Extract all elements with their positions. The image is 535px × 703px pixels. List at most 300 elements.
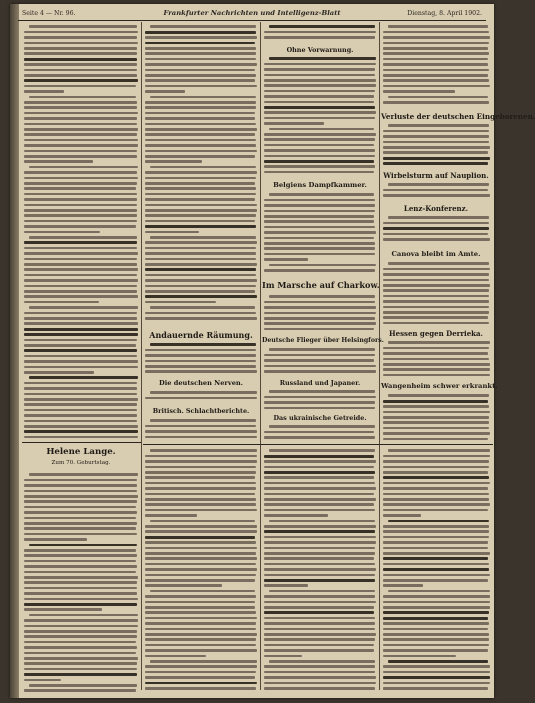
text-line	[383, 682, 490, 685]
text-line	[264, 455, 374, 458]
text-line	[264, 687, 375, 690]
text-line	[145, 514, 197, 517]
text-line	[264, 633, 376, 636]
section-divider	[22, 442, 141, 443]
headline-ohne-vorwarnung: Ohne Vorwarnung.	[286, 46, 354, 54]
text-line	[24, 171, 137, 174]
text-line	[383, 649, 488, 652]
text-line	[24, 139, 138, 142]
text-line	[264, 547, 375, 550]
text-line	[24, 414, 137, 417]
text-line	[383, 617, 488, 620]
text-line	[145, 47, 256, 50]
text-line	[264, 231, 376, 234]
headline-lenz-konferenz: Lenz-Konferenz.	[403, 204, 469, 213]
text-line	[264, 122, 324, 125]
text-line	[145, 225, 256, 228]
text-line	[150, 660, 257, 663]
text-line	[145, 155, 255, 158]
text-line	[388, 394, 489, 397]
text-line	[264, 649, 374, 652]
text-line	[145, 552, 256, 555]
text-line	[145, 370, 257, 373]
text-line	[145, 493, 255, 496]
text-line	[264, 220, 374, 223]
text-line	[24, 79, 138, 82]
text-line	[24, 231, 100, 234]
text-line	[383, 514, 421, 517]
text-line	[24, 668, 137, 671]
text-line	[264, 242, 375, 245]
text-line	[145, 247, 256, 250]
text-line	[24, 603, 137, 606]
text-line	[145, 365, 256, 368]
text-line	[264, 74, 375, 77]
text-line	[383, 284, 490, 287]
text-line	[24, 63, 137, 66]
text-line	[383, 416, 489, 419]
text-line	[383, 595, 490, 598]
text-line	[145, 509, 257, 512]
text-line	[264, 552, 375, 555]
text-line	[145, 563, 256, 566]
text-line	[383, 574, 490, 577]
text-line	[24, 160, 93, 163]
text-line	[388, 660, 488, 663]
text-line	[388, 183, 489, 186]
text-line	[24, 387, 137, 390]
text-line	[24, 581, 137, 584]
text-line	[383, 141, 489, 144]
text-line	[24, 69, 137, 72]
headline-wirbelsturm: Wirbelsturm auf Nauplion.	[383, 171, 489, 180]
text-line	[383, 687, 488, 690]
text-line	[383, 644, 489, 647]
text-line	[264, 144, 374, 147]
text-line	[264, 541, 376, 544]
text-line	[145, 63, 257, 66]
text-line	[269, 390, 375, 393]
text-line	[145, 628, 256, 631]
text-line	[383, 579, 488, 582]
text-line	[264, 226, 375, 229]
text-line	[264, 471, 375, 474]
text-line	[383, 611, 489, 614]
text-line	[145, 471, 256, 474]
text-line	[383, 268, 490, 271]
text-line	[145, 214, 256, 217]
text-line	[264, 525, 376, 528]
text-line	[24, 592, 137, 595]
text-line	[24, 360, 138, 363]
text-line	[383, 606, 490, 609]
text-line	[150, 449, 257, 452]
text-line	[269, 449, 375, 452]
text-line	[264, 601, 376, 604]
headline-canova: Canova bleibt im Amte.	[391, 250, 481, 258]
text-line	[24, 608, 102, 611]
text-line	[383, 306, 489, 309]
text-line	[383, 227, 489, 230]
text-line	[383, 79, 489, 82]
text-line	[24, 31, 138, 34]
text-line	[383, 601, 490, 604]
text-line	[24, 625, 138, 628]
text-line	[264, 237, 374, 240]
text-line	[264, 31, 376, 34]
page-date: Dienstag, 8. April 1902.	[407, 10, 482, 17]
text-line	[145, 487, 256, 490]
text-line	[145, 177, 256, 180]
text-line	[145, 204, 257, 207]
text-line	[383, 130, 489, 133]
text-line	[383, 568, 489, 571]
headline-deutsche-nerven: Die deutschen Nerven.	[159, 379, 243, 387]
text-line	[150, 96, 256, 99]
text-line	[24, 403, 137, 406]
text-line	[145, 617, 257, 620]
text-line	[24, 328, 138, 331]
headline-flieger-helsingfors: Deutsche Flieger über Helsingfors.	[262, 337, 384, 344]
text-line	[145, 52, 256, 55]
text-line	[29, 96, 136, 99]
text-line	[264, 111, 376, 114]
text-line	[264, 84, 376, 87]
text-line	[145, 498, 256, 501]
text-line	[24, 150, 137, 153]
text-line	[24, 133, 137, 136]
text-line	[264, 106, 375, 109]
text-line	[264, 247, 375, 250]
text-line	[383, 352, 488, 355]
text-line	[145, 317, 257, 320]
text-line	[24, 522, 137, 525]
text-line	[383, 552, 490, 555]
text-line	[383, 563, 489, 566]
text-line	[24, 565, 137, 568]
text-line	[383, 438, 488, 441]
text-line	[383, 482, 490, 485]
text-line	[145, 584, 222, 587]
text-line	[145, 231, 199, 234]
text-line	[145, 360, 256, 363]
text-line	[264, 595, 375, 598]
text-line	[383, 222, 489, 225]
text-line	[264, 568, 376, 571]
text-line	[264, 574, 375, 577]
text-line	[264, 431, 374, 434]
text-line	[145, 547, 257, 550]
text-line	[24, 285, 137, 288]
text-line	[264, 258, 308, 261]
text-line	[145, 611, 256, 614]
text-line	[24, 495, 138, 498]
text-line	[383, 189, 488, 192]
text-line	[383, 151, 488, 154]
headline-belgiens-dampfkammer: Belgiens Dampfkammer.	[273, 181, 367, 189]
text-line	[264, 354, 375, 357]
text-line	[383, 633, 489, 636]
text-line	[264, 655, 302, 658]
text-line	[24, 74, 137, 77]
headline-verluste-eingeborenen: Verluste der deutschen Eingeborenen.	[381, 112, 535, 121]
text-line	[24, 252, 138, 255]
text-line	[388, 341, 490, 344]
text-line	[264, 682, 376, 685]
text-line	[145, 425, 256, 428]
text-line	[145, 455, 257, 458]
headline-marsch-charkow: Im Marsche auf Charkow.	[262, 280, 380, 290]
text-line	[383, 295, 489, 298]
headline-ukrainisches-getreide: Das ukrainische Getreide.	[273, 414, 367, 422]
column-rule	[260, 22, 261, 690]
text-line	[264, 563, 375, 566]
headline-russland-japaner: Russland und Japaner.	[279, 379, 361, 387]
text-line	[264, 644, 374, 647]
text-line	[383, 676, 490, 679]
text-line	[150, 166, 256, 169]
text-line	[264, 365, 376, 368]
text-line	[264, 155, 375, 158]
text-line	[145, 687, 256, 690]
text-line	[24, 123, 137, 126]
text-line	[145, 187, 256, 190]
text-line	[24, 241, 137, 244]
text-line	[388, 124, 489, 127]
newspaper-page	[10, 4, 535, 698]
text-line	[264, 79, 376, 82]
text-line	[264, 149, 375, 152]
text-line	[24, 484, 137, 487]
text-line	[24, 490, 137, 493]
text-line	[383, 460, 489, 463]
text-line	[145, 354, 256, 357]
text-line	[29, 376, 138, 379]
text-line	[145, 595, 256, 598]
text-line	[269, 128, 374, 131]
text-line	[24, 90, 64, 93]
text-line	[388, 216, 489, 219]
text-line	[264, 204, 375, 207]
text-line	[145, 133, 255, 136]
text-line	[264, 370, 376, 373]
text-line	[24, 209, 137, 212]
text-line	[264, 165, 375, 168]
text-line	[388, 262, 489, 265]
text-line	[24, 317, 137, 320]
text-line	[145, 144, 256, 147]
text-line	[150, 419, 256, 422]
text-line	[24, 322, 138, 325]
text-line	[24, 425, 138, 428]
text-line	[145, 655, 206, 658]
page-binding-edge	[10, 4, 19, 698]
text-line	[145, 193, 256, 196]
headline-wangenheim: Wangenheim schwer erkrankt.	[381, 382, 498, 390]
text-line	[264, 90, 375, 93]
text-line	[24, 366, 138, 369]
text-line	[145, 622, 256, 625]
text-line	[264, 101, 374, 104]
text-line	[264, 68, 375, 71]
text-line	[24, 679, 61, 682]
subheadline-helene-lange: Zum 70. Geburtstag.	[51, 460, 111, 466]
text-line	[264, 171, 374, 174]
text-line	[24, 214, 137, 217]
text-line	[264, 322, 376, 325]
text-line	[24, 571, 136, 574]
text-line	[29, 236, 137, 239]
text-line	[383, 101, 489, 104]
text-line	[24, 42, 138, 45]
text-line	[388, 96, 488, 99]
text-line	[264, 493, 374, 496]
text-line	[24, 619, 138, 622]
text-line	[24, 533, 137, 536]
text-line	[145, 85, 257, 88]
text-line	[150, 236, 256, 239]
headline-hessen-derrieka: Hessen gegen Derrieka.	[389, 329, 483, 338]
text-line	[29, 544, 137, 547]
text-line	[145, 568, 257, 571]
text-line	[145, 241, 257, 244]
text-line	[145, 671, 256, 674]
text-line	[24, 527, 136, 530]
text-line	[264, 606, 374, 609]
text-line	[383, 427, 489, 430]
text-line	[383, 157, 490, 160]
text-line	[145, 69, 255, 72]
text-line	[24, 382, 137, 385]
text-line	[145, 682, 257, 685]
text-line	[269, 295, 375, 298]
page-header	[18, 7, 486, 21]
text-line	[24, 630, 137, 633]
text-line	[24, 117, 137, 120]
text-line	[29, 684, 137, 687]
newspaper-title: Frankfurter Nachrichten und Intelligenz-Blatt	[163, 9, 341, 17]
text-line	[264, 482, 375, 485]
text-line	[145, 638, 256, 641]
text-line	[264, 133, 376, 136]
text-line	[145, 503, 256, 506]
text-line	[264, 676, 376, 679]
headline-britische-schlachtberichte: Britisch. Schlachtberichte.	[152, 407, 250, 415]
text-line	[383, 466, 489, 469]
text-line	[383, 74, 488, 77]
text-line	[24, 506, 136, 509]
text-line	[383, 289, 489, 292]
text-line	[264, 617, 375, 620]
text-line	[383, 69, 489, 72]
text-line	[383, 671, 490, 674]
text-line	[264, 503, 374, 506]
text-line	[264, 199, 375, 202]
column-rule	[141, 22, 142, 690]
text-line	[264, 638, 375, 641]
text-line	[145, 258, 256, 261]
text-line	[264, 396, 376, 399]
text-line	[383, 358, 489, 361]
text-line	[383, 509, 488, 512]
text-line	[145, 285, 256, 288]
text-line	[383, 31, 489, 34]
text-line	[264, 317, 375, 320]
text-line	[264, 306, 376, 309]
text-line	[24, 101, 137, 104]
text-line	[145, 112, 255, 115]
text-line	[24, 339, 137, 342]
text-line	[383, 503, 490, 506]
text-line	[24, 112, 138, 115]
text-line	[145, 649, 257, 652]
text-line	[24, 349, 137, 352]
text-line	[145, 606, 255, 609]
text-line	[145, 574, 256, 577]
text-line	[24, 409, 137, 412]
text-line	[24, 220, 137, 223]
text-line	[145, 295, 257, 298]
text-line	[24, 225, 136, 228]
text-line	[24, 85, 136, 88]
text-line	[269, 193, 374, 196]
text-line	[145, 312, 256, 315]
text-line	[264, 210, 375, 213]
text-line	[24, 500, 137, 503]
text-line	[264, 622, 375, 625]
headline-helene-lange: Helene Lange.	[46, 447, 116, 457]
text-line	[24, 355, 137, 358]
text-line	[24, 662, 137, 665]
text-line	[24, 128, 138, 131]
text-line	[383, 322, 489, 325]
text-line	[264, 436, 375, 439]
text-line	[24, 517, 136, 520]
text-line	[24, 274, 137, 277]
text-line	[24, 560, 136, 563]
text-line	[264, 160, 374, 163]
text-line	[145, 525, 257, 528]
text-line	[145, 220, 255, 223]
text-line	[29, 473, 138, 476]
text-line	[264, 460, 376, 463]
text-line	[383, 584, 423, 587]
text-line	[383, 316, 488, 319]
text-line	[383, 85, 490, 88]
text-line	[383, 665, 490, 668]
text-line	[383, 638, 489, 641]
page-number: Seite 4 — Nr. 96.	[22, 10, 76, 17]
text-line	[145, 268, 256, 271]
text-line	[145, 74, 256, 77]
text-line	[145, 171, 257, 174]
text-line	[24, 58, 137, 61]
text-line	[145, 530, 257, 533]
text-line	[383, 279, 489, 282]
text-line	[383, 238, 490, 241]
text-line	[383, 493, 489, 496]
text-line	[24, 398, 138, 401]
text-line	[264, 536, 376, 539]
text-line	[29, 614, 138, 617]
text-line	[145, 123, 256, 126]
text-line	[383, 400, 488, 403]
text-line	[383, 311, 489, 314]
text-line	[388, 590, 490, 593]
text-line	[24, 479, 137, 482]
text-line	[264, 63, 376, 66]
text-line	[24, 538, 87, 541]
